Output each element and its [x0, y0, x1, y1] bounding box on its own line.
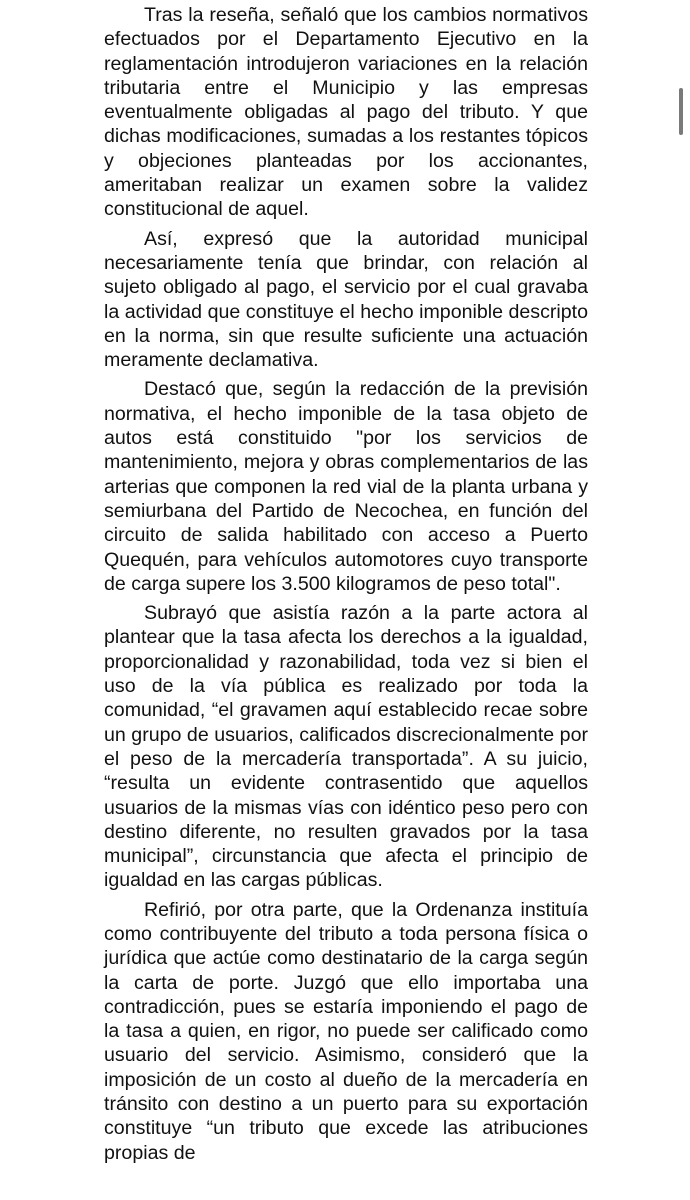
paragraph-5: Refirió, por otra parte, que la Ordenanza instituía como contribuyente del tributo a toda persona física o jurídica que actúe como destinatario de la carga según la carta de porte. Juzgó que ello importaba una contradicción, pues se estaría imponiendo el pago de la tasa a quien, en rigor, no puede ser calificado como usuario del servicio. Asimismo, consideró que la imposición de un costo al dueño de la mercadería en tránsito con destino a un puerto para su exportación constituye “un tributo que excede las atribuciones propias de	[104, 898, 588, 1164]
paragraph-3: Destacó que, según la redacción de la previsión normativa, el hecho imponible de la tasa objeto de autos está constituido "por los servicios de mantenimiento, mejora y obras complementarios de las arterias que componen la red vial de la planta urbana y semiurbana del Partido de Necochea, en función del circuito de salida habilitado con acceso a Puerto Quequén, para vehículos automotores cuyo transporte de carga supere los 3.500 kilogramos de peso total".	[104, 378, 588, 595]
paragraph-2: Así, expresó que la autoridad municipal necesariamente tenía que brindar, con relación al sujeto obligado al pago, el servicio por el cual gravaba la actividad que constituye el hecho imponible descripto en la norma, sin que resulte suficiente una actuación meramente declamativa.	[104, 227, 588, 372]
paragraph-4: Subrayó que asistía razón a la parte actora al plantear que la tasa afecta los derechos a la igualdad, proporcionalidad y razonabilidad, toda vez si bien el uso de la vía pública es realizado por toda la comunidad, “el gravamen aquí establecido recae sobre un grupo de usuarios, calificados discrecionalmente por el peso de la mercadería transportada”. A su juicio, “resulta un evidente contrasentido que aquellos usuarios de la mismas vías con idéntico peso pero con destino diferente, no resulten gravados por la tasa municipal”, circunstancia que afecta el principio de igualdad en las cargas públicas.	[104, 602, 588, 892]
scrollbar-thumb[interactable]	[679, 88, 683, 135]
paragraph-1: Tras la reseña, señaló que los cambios normativos efectuados por el Departamento Ejecutivo en la reglamentación introdujeron variaciones en la relación tributaria entre el Municipio y las empresas eventualmente obligadas al pago del tributo. Y que dichas modificaciones, sumadas a los restantes tópicos y objeciones planteadas por los accionantes, ameritaban realizar un examen sobre la validez constitucional de aquel.	[104, 4, 588, 221]
document-body	[104, 3, 588, 1170]
